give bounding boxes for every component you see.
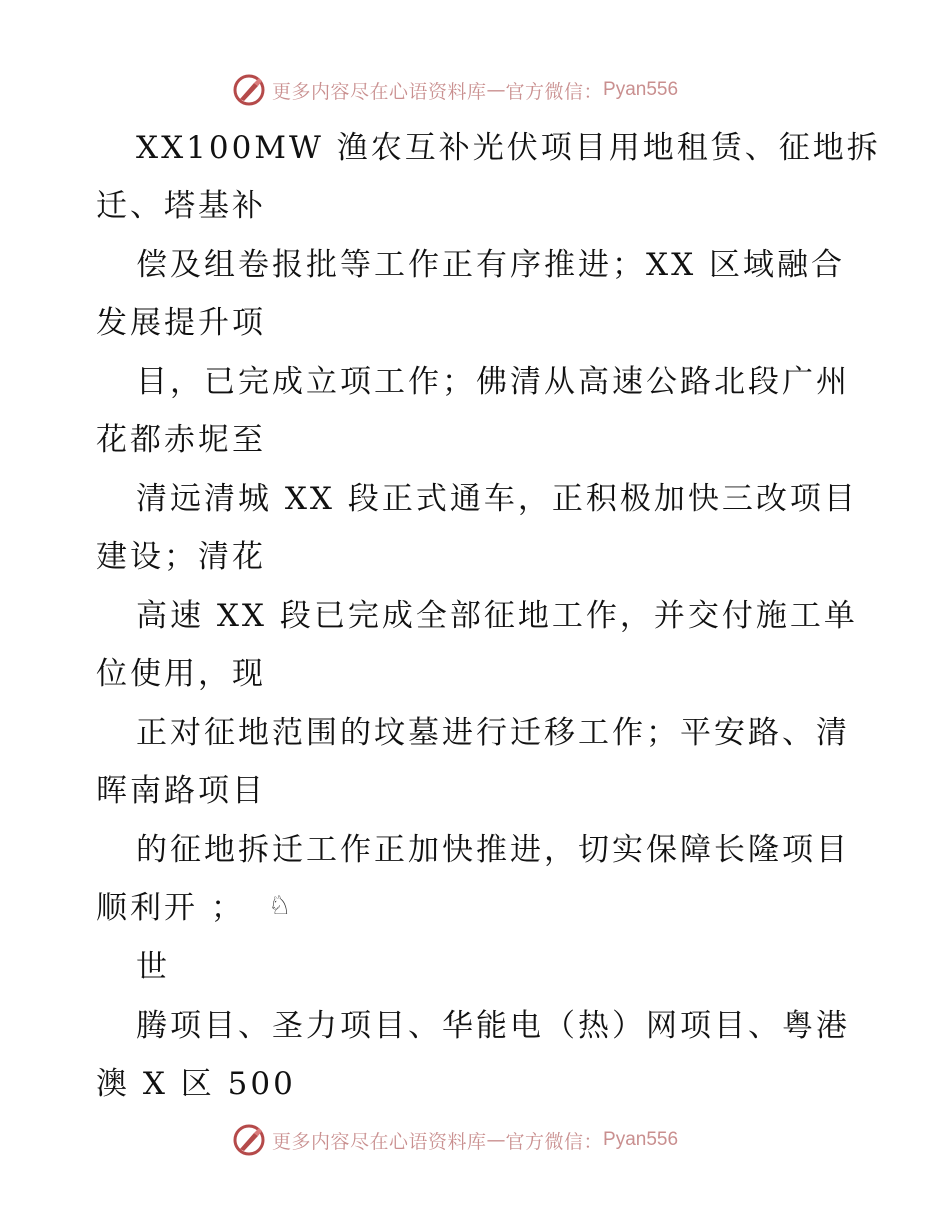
watermark-wechat-label: 官方微信：	[505, 80, 604, 103]
watermark-brand: 更多内容尽在心语资料库	[272, 80, 487, 103]
watermark-wechat-id: Pyan556	[603, 1129, 679, 1150]
header-watermark	[232, 72, 678, 108]
text-line: 迁、塔基补	[96, 188, 266, 224]
text-line: 位使用，现	[96, 656, 266, 692]
pen-logo-icon	[232, 1123, 266, 1157]
text-line: 腾项目、圣力项目、华能电（热）网项目、粤港	[136, 1008, 850, 1044]
watermark-wechat-label: 官方微信：	[505, 1130, 604, 1153]
text-line: 建设；清花	[96, 539, 266, 575]
text-line: 顺利开 ；	[96, 890, 245, 926]
chess-knight-icon: ♘	[268, 891, 292, 921]
text-line: 偿及组卷报批等工作正有序推进；XX 区域融合	[136, 247, 845, 283]
text-line: 世	[136, 949, 170, 985]
watermark-separator: —	[486, 1129, 506, 1151]
text-line: 正对征地范围的坟墓进行迁移工作；平安路、清	[136, 715, 850, 751]
text-line: 清远清城 XX 段正式通车，正积极加快三改项目	[136, 481, 858, 517]
text-line: 花都赤坭至	[96, 422, 266, 458]
watermark-separator: —	[486, 79, 506, 101]
text-line: 目，已完成立项工作；佛清从高速公路北段广州	[136, 364, 850, 400]
text-line: 的征地拆迁工作正加快推进，切实保障长隆项目	[136, 832, 850, 868]
text-line: 高速 XX 段已完成全部征地工作，并交付施工单	[136, 598, 858, 634]
text-line: 发展提升项	[96, 305, 266, 341]
text-line: XX100MW 渔农互补光伏项目用地租赁、征地拆	[136, 130, 881, 166]
pen-logo-icon	[232, 73, 266, 107]
text-line: 晖南路项目	[96, 773, 266, 809]
text-line: 澳 X 区 500	[96, 1066, 296, 1102]
watermark-wechat-id: Pyan556	[603, 79, 679, 100]
footer-watermark	[232, 1122, 678, 1158]
watermark-brand: 更多内容尽在心语资料库	[272, 1130, 487, 1153]
